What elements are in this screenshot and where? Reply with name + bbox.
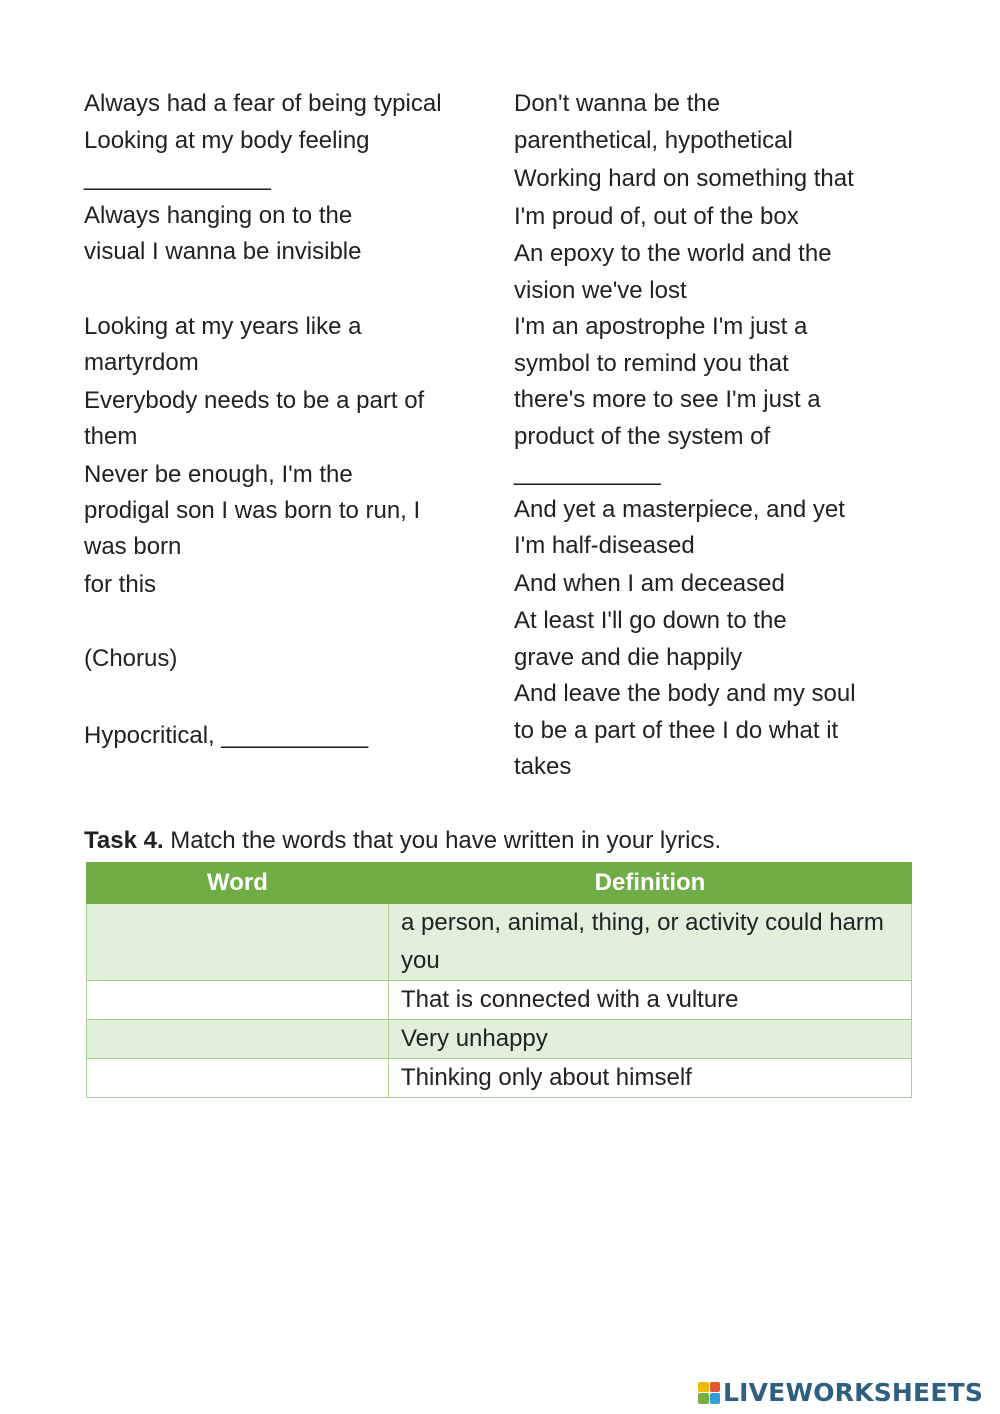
lyric-line-right: At least I'll go down to the <box>514 607 787 634</box>
table-row <box>87 1020 912 1059</box>
definition-cell: Very unhappy <box>389 1020 912 1059</box>
task-instruction: Match the words that you have written in your lyrics. <box>163 827 722 854</box>
lyric-line-left: Never be enough, I'm the <box>84 461 353 488</box>
lyric-line-left: Looking at my body feeling <box>84 127 370 154</box>
table-header-row <box>87 863 912 904</box>
logo-tile <box>698 1382 709 1393</box>
lyric-line-right: vision we've lost <box>514 277 687 304</box>
brand-name: LIVEWORKSHEETS <box>723 1378 984 1407</box>
table-row <box>87 1059 912 1098</box>
lyric-chorus: (Chorus) <box>84 645 178 672</box>
task-label: Task 4. <box>84 827 164 854</box>
lyric-blank-left: Hypocritical, ___________ <box>84 722 369 749</box>
lyric-line-left: was born <box>84 533 182 560</box>
lyric-line-left: visual I wanna be invisible <box>84 238 362 265</box>
word-answer-cell[interactable] <box>87 904 389 981</box>
lyric-line-right: product of the system of <box>514 423 771 450</box>
lyric-line-left: Always had a fear of being typical <box>84 90 442 117</box>
lyric-line-right: An epoxy to the world and the <box>514 240 832 267</box>
lyric-line-right: takes <box>514 753 572 780</box>
word-answer-cell[interactable] <box>87 981 389 1020</box>
lyric-line-left: Always hanging on to the <box>84 202 353 229</box>
lyric-line-right: grave and die happily <box>514 644 743 671</box>
column-header-word: Word <box>87 863 389 904</box>
lyric-line-right: I'm half-diseased <box>514 532 695 559</box>
table-row <box>87 981 912 1020</box>
lyric-line-right: symbol to remind you that <box>514 350 789 377</box>
definition-cell: a person, animal, thing, or activity could harm you <box>389 904 912 981</box>
lyric-line-left: prodigal son I was born to run, I <box>84 497 421 524</box>
liveworksheets-brand <box>698 1378 983 1407</box>
logo-tile <box>710 1382 721 1393</box>
lyric-line-right: And when I am deceased <box>514 570 785 597</box>
word-answer-cell[interactable] <box>87 1020 389 1059</box>
lyric-line-right: Don't wanna be the <box>514 90 721 117</box>
lyric-line-left: them <box>84 423 138 450</box>
lyric-line-right: I'm proud of, out of the box <box>514 203 799 230</box>
lyric-line-right: Working hard on something that <box>514 165 854 192</box>
lyric-line-right: And yet a masterpiece, and yet <box>514 496 845 523</box>
table-row <box>87 904 912 981</box>
lyric-line-right: there's more to see I'm just a <box>514 386 821 413</box>
lyric-line-right: I'm an apostrophe I'm just a <box>514 313 808 340</box>
lyric-line-left: Looking at my years like a <box>84 313 362 340</box>
lyric-line-left: for this <box>84 571 157 598</box>
lyric-line-right: parenthetical, hypothetical <box>514 127 793 154</box>
definition-cell: That is connected with a vulture <box>389 981 912 1020</box>
logo-tile <box>698 1393 709 1404</box>
definition-cell: Thinking only about himself <box>389 1059 912 1098</box>
lyric-line-left: martyrdom <box>84 349 199 376</box>
definitions-table <box>86 862 912 1098</box>
lyric-line-right: And leave the body and my soul <box>514 680 856 707</box>
logo-tile <box>710 1393 721 1404</box>
task-heading <box>84 826 721 856</box>
liveworksheets-logo-icon <box>698 1382 720 1404</box>
word-answer-cell[interactable] <box>87 1059 389 1098</box>
lyric-blank-right: ___________ <box>514 459 661 486</box>
lyric-blank-left: ______________ <box>84 164 271 191</box>
lyric-line-left: Everybody needs to be a part of <box>84 387 425 414</box>
column-header-definition: Definition <box>389 863 912 904</box>
lyric-line-right: to be a part of thee I do what it <box>514 717 839 744</box>
